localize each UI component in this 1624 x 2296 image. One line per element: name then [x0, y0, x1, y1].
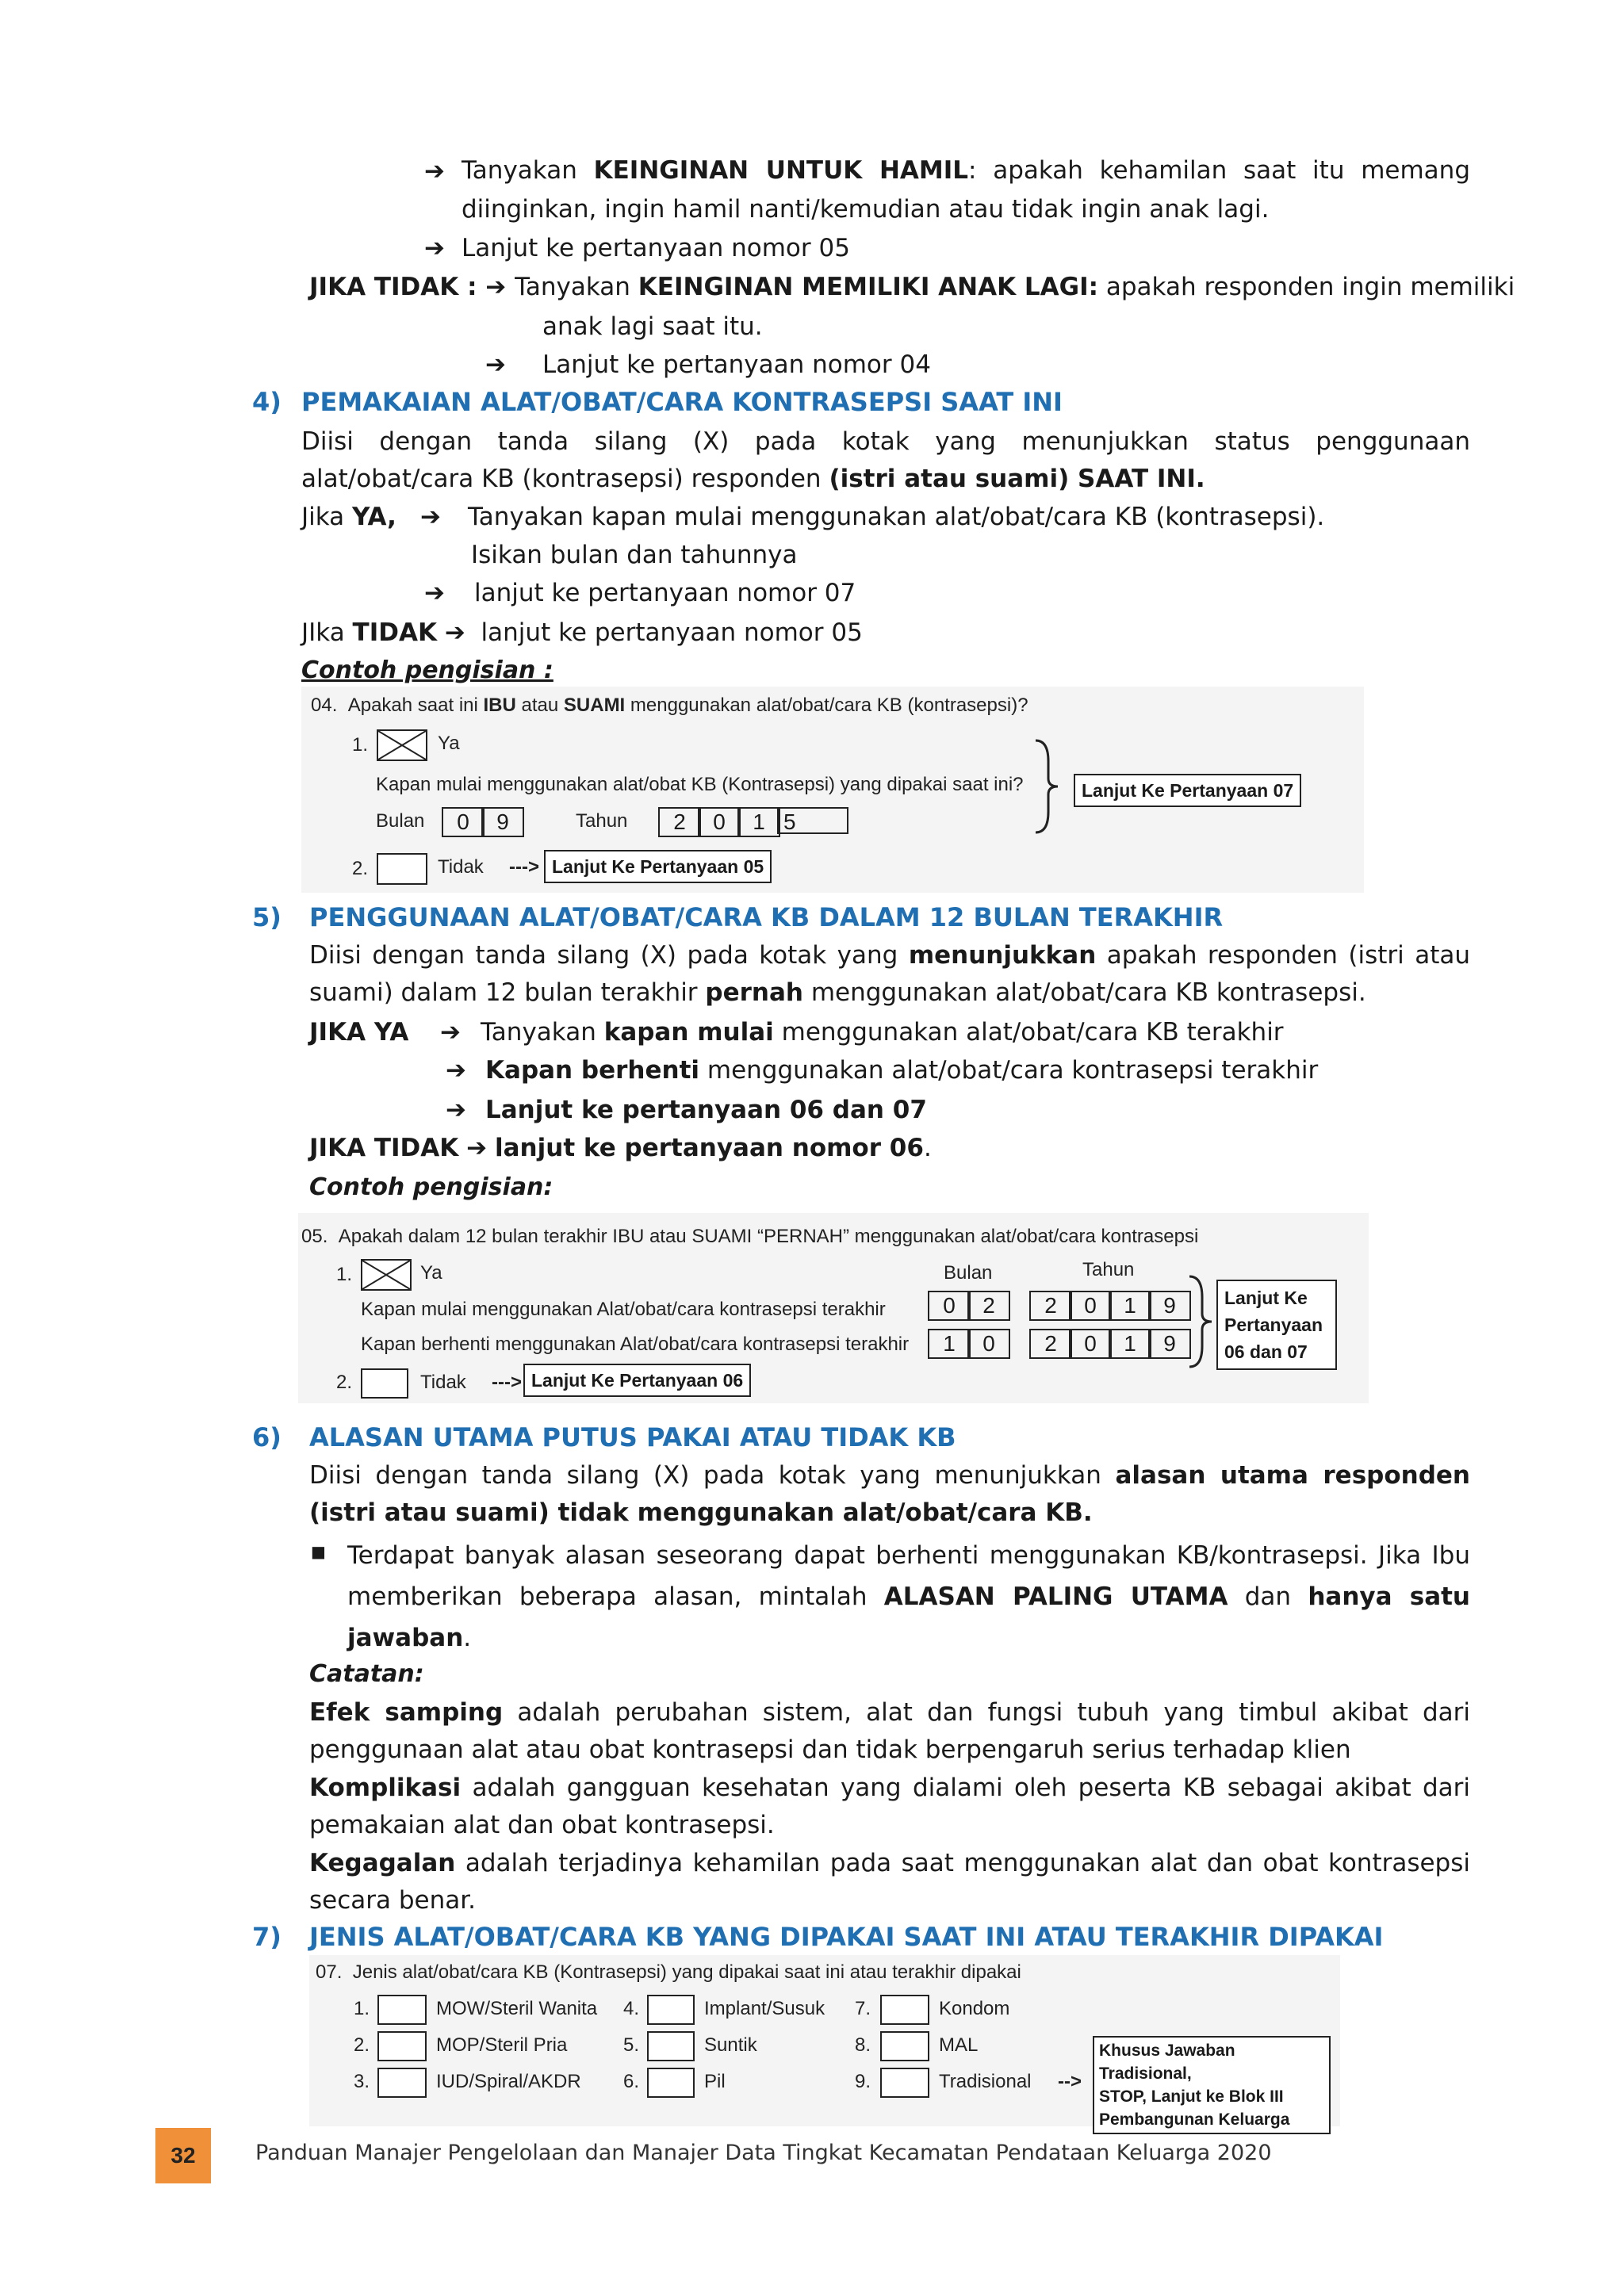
bullet-paragraph: Terdapat banyak alasan seseorang dapat berhenti menggunakan KB/kontrasepsi. Jika Ibu memberikan beberapa alasan, mintalah ALASAN PALING UTAMA dan hanya satu jawaban.	[347, 1541, 1470, 1652]
tahun-digit[interactable]: 1	[737, 807, 780, 837]
dashed-arrow: --->	[492, 1372, 522, 1393]
jika-ya-label: JIKA YA	[309, 1018, 409, 1047]
option-number: 3.	[354, 2071, 370, 2092]
checkbox-kondom[interactable]	[880, 1995, 929, 2025]
bulan-label: Bulan	[376, 810, 425, 832]
arrow-right-icon: ➔	[446, 1056, 466, 1085]
tahun-digit[interactable]: 0	[1069, 1291, 1112, 1321]
section-number: 7)	[252, 1922, 282, 1952]
square-bullet-icon: ■	[311, 1542, 326, 1561]
option-ya-label: Ya	[420, 1262, 442, 1284]
tahun-digit[interactable]: 5	[777, 807, 848, 834]
arrow-right-icon: ➔	[424, 157, 445, 186]
isikan-text: Isikan bulan dan tahunnya	[471, 541, 798, 569]
jika-ya-line: Jika YA,	[301, 503, 396, 531]
berhenti-label: Kapan berhenti menggunakan Alat/obat/cara kontrasepsi terakhir	[361, 1334, 910, 1355]
option-label: MOW/Steril Wanita	[436, 1998, 598, 2019]
dashed-arrow: --->	[509, 856, 539, 878]
arrow-right-icon: ➔	[485, 350, 506, 379]
top-line-5: anak lagi saat itu.	[542, 312, 763, 341]
tahun-digit[interactable]: 2	[1029, 1329, 1072, 1359]
checkbox-tradisional[interactable]	[880, 2068, 929, 2098]
contoh-label: Contoh pengisian :	[301, 656, 553, 684]
section-paragraph: Diisi dengan tanda silang (X) pada kotak yang menunjukkan apakah responden (istri atau suami) dalam 12 bulan terakhir pernah menggunakan alat/obat/cara KB kontrasepsi.	[309, 941, 1470, 1007]
jika-ya-text: Tanyakan kapan mulai menggunakan alat/obat/cara KB (kontrasepsi).	[468, 503, 1325, 531]
footer-text: Panduan Manajer Pengelolaan dan Manajer Data Tingkat Kecamatan Pendataan Keluarga 2020	[255, 2141, 1272, 2165]
bulan-digit[interactable]: 2	[967, 1291, 1010, 1321]
top-line-6: Lanjut ke pertanyaan nomor 04	[542, 350, 931, 379]
dashed-arrow: -->	[1058, 2071, 1082, 2092]
ya-line-1: Tanyakan kapan mulai menggunakan alat/obat/cara KB terakhir	[481, 1018, 1284, 1047]
checkbox-mow[interactable]	[377, 1995, 427, 2025]
option-label: Suntik	[704, 2034, 757, 2056]
option-number: 5.	[623, 2034, 640, 2056]
arrow-right-icon: ➔	[424, 579, 445, 607]
jika-tidak-line: JIka TIDAK ➔ lanjut ke pertanyaan nomor 05	[301, 618, 863, 647]
tahun-digit[interactable]: 2	[1029, 1291, 1072, 1321]
kegagalan-paragraph: Kegagalan adalah terjadinya kehamilan pada saat menggunakan alat dan obat kontrasepsi secara benar.	[309, 1849, 1470, 1915]
tahun-digit[interactable]: 2	[658, 807, 701, 837]
section-title: PENGGUNAAN ALAT/OBAT/CARA KB DALAM 12 BULAN TERAKHIR	[309, 902, 1224, 932]
option-number: 2.	[354, 2034, 370, 2056]
option-number: 9.	[855, 2071, 871, 2092]
tradisional-note	[1093, 2036, 1331, 2134]
arrow-right-icon: ➔	[420, 503, 441, 531]
checkbox-pil[interactable]	[647, 2068, 695, 2098]
catatan-label: Catatan:	[309, 1660, 424, 1688]
option-label: MOP/Steril Pria	[436, 2034, 568, 2056]
form-05-question: 05. Apakah dalam 12 bulan terakhir IBU atau SUAMI “PERNAH” menggunakan alat/obat/cara kontrasepsi	[301, 1226, 1199, 1247]
option-label: IUD/Spiral/AKDR	[436, 2071, 581, 2092]
form-07-question: 07. Jenis alat/obat/cara KB (Kontrasepsi) yang dipakai saat ini atau terakhir dipakai	[316, 1961, 1021, 1983]
note-line: Khusus Jawaban Tradisional,	[1099, 2042, 1235, 2083]
arrow-right-icon: ➔	[424, 234, 445, 262]
option-number: 2.	[352, 858, 369, 879]
contoh-label: Contoh pengisian:	[309, 1173, 553, 1201]
option-tidak-label: Tidak	[438, 856, 484, 878]
komplikasi-paragraph: Komplikasi adalah gangguan kesehatan yang dialami oleh peserta KB sebagai akibat dari pemakaian alat dan obat kontrasepsi.	[309, 1774, 1470, 1839]
section-title: PEMAKAIAN ALAT/OBAT/CARA KONTRASEPSI SAAT INI	[301, 387, 1063, 417]
bulan-digit[interactable]: 0	[442, 807, 485, 837]
x-mark-icon	[378, 731, 426, 760]
jika-tidak-line: JIKA TIDAK ➔ lanjut ke pertanyaan nomor 06.	[309, 1134, 932, 1162]
tahun-label: Tahun	[576, 810, 628, 832]
option-label: Implant/Susuk	[704, 1998, 825, 2019]
page-number-badge: 32	[155, 2128, 211, 2183]
ya-line-2: Kapan berhenti menggunakan alat/obat/cara kontrasepsi terakhir	[485, 1056, 1319, 1085]
bulan-digit[interactable]: 1	[928, 1329, 971, 1359]
checkbox-ya[interactable]	[377, 729, 427, 761]
top-line-3: Lanjut ke pertanyaan nomor 05	[462, 234, 850, 262]
form-04-question: 04. Apakah saat ini IBU atau SUAMI menggunakan alat/obat/cara KB (kontrasepsi)?	[311, 695, 1028, 716]
arrow-right-icon: ➔	[440, 1018, 461, 1047]
option-number: 1.	[354, 1998, 370, 2019]
option-number: 6.	[623, 2071, 640, 2092]
tahun-digit[interactable]: 1	[1109, 1329, 1151, 1359]
section-paragraph: Diisi dengan tanda silang (X) pada kotak yang menunjukkan alasan utama responden (istri atau suami) tidak menggunakan alat/obat/cara KB.	[309, 1461, 1470, 1527]
lanjut-06-label: Lanjut Ke Pertanyaan 06	[523, 1364, 751, 1397]
option-label: Tradisional	[939, 2071, 1032, 2092]
lanjut-text: lanjut ke pertanyaan nomor 07	[474, 579, 856, 607]
tahun-label: Tahun	[1082, 1259, 1135, 1280]
option-number: 1.	[336, 1264, 353, 1285]
option-label: Pil	[704, 2071, 726, 2092]
lanjut-05-label: Lanjut Ke Pertanyaan 05	[544, 850, 772, 883]
tahun-digit[interactable]: 9	[1148, 1291, 1191, 1321]
right-brace-icon	[1185, 1273, 1216, 1370]
label-line: Pertanyaan	[1224, 1314, 1323, 1335]
bulan-digit[interactable]: 0	[967, 1329, 1010, 1359]
checkbox-mal[interactable]	[880, 2031, 929, 2061]
x-mark-icon	[362, 1261, 410, 1289]
tahun-digit[interactable]: 0	[698, 807, 741, 837]
checkbox-implant[interactable]	[647, 1995, 695, 2025]
section-paragraph: Diisi dengan tanda silang (X) pada kotak yang menunjukkan status penggunaan alat/obat/cara KB (kontrasepsi) responden (istri atau suami) SAAT INI.	[301, 427, 1470, 493]
efek-samping-paragraph: Efek samping adalah perubahan sistem, alat dan fungsi tubuh yang timbul akibat dari penggunaan alat atau obat kontrasepsi dan tidak berpengaruh serius terhadap klien	[309, 1698, 1470, 1764]
section-title: JENIS ALAT/OBAT/CARA KB YANG DIPAKAI SAAT INI ATAU TERAKHIR DIPAKAI	[309, 1922, 1384, 1952]
mulai-label: Kapan mulai menggunakan Alat/obat/cara kontrasepsi terakhir	[361, 1299, 886, 1320]
checkbox-tidak[interactable]	[361, 1368, 408, 1399]
top-line-1: Tanyakan KEINGINAN UNTUK HAMIL: apakah kehamilan saat itu memang	[462, 156, 1471, 185]
top-line-2: diinginkan, ingin hamil nanti/kemudian atau tidak ingin anak lagi.	[462, 195, 1270, 224]
bulan-digit[interactable]: 0	[928, 1291, 971, 1321]
option-ya-label: Ya	[438, 733, 460, 754]
lanjut-06-07-label	[1216, 1280, 1337, 1370]
note-line: Pembangunan Keluarga	[1099, 2110, 1290, 2129]
option-tidak-label: Tidak	[420, 1372, 466, 1393]
checkbox-iud[interactable]	[377, 2068, 427, 2098]
label-line: 06 dan 07	[1224, 1341, 1308, 1362]
kapan-mulai-question: Kapan mulai menggunakan alat/obat KB (Kontrasepsi) yang dipakai saat ini?	[376, 774, 1024, 795]
bulan-digit[interactable]: 9	[481, 807, 524, 837]
checkbox-ya[interactable]	[361, 1259, 412, 1291]
option-number: 7.	[855, 1998, 871, 2019]
tahun-digit[interactable]: 9	[1148, 1329, 1191, 1359]
option-number: 1.	[352, 734, 369, 756]
tahun-digit[interactable]: 1	[1109, 1291, 1151, 1321]
section-number: 5)	[252, 902, 282, 932]
arrow-right-icon: ➔	[446, 1096, 466, 1124]
option-number: 4.	[623, 1998, 640, 2019]
tahun-digit[interactable]: 0	[1069, 1329, 1112, 1359]
section-number: 4)	[252, 387, 282, 417]
checkbox-tidak[interactable]	[377, 853, 427, 885]
section-number: 6)	[252, 1422, 282, 1452]
note-line: STOP, Lanjut ke Blok III	[1099, 2087, 1284, 2106]
checkbox-suntik[interactable]	[647, 2031, 695, 2061]
option-label: Kondom	[939, 1998, 1010, 2019]
lanjut-07-label: Lanjut Ke Pertanyaan 07	[1074, 774, 1301, 807]
top-line-4: JIKA TIDAK : ➔ Tanyakan KEINGINAN MEMILIKI ANAK LAGI: apakah responden ingin memiliki	[309, 273, 1515, 301]
section-title: ALASAN UTAMA PUTUS PAKAI ATAU TIDAK KB	[309, 1422, 956, 1452]
arrow-right-icon: ➔	[444, 618, 465, 647]
ya-line-3: Lanjut ke pertanyaan 06 dan 07	[485, 1096, 927, 1124]
bulan-label: Bulan	[944, 1262, 993, 1284]
right-brace-icon	[1031, 737, 1063, 836]
checkbox-mop[interactable]	[377, 2031, 427, 2061]
option-label: MAL	[939, 2034, 979, 2056]
option-number: 8.	[855, 2034, 871, 2056]
arrow-right-icon: ➔	[466, 1134, 488, 1162]
label-line: Lanjut Ke	[1224, 1288, 1308, 1308]
option-number: 2.	[336, 1372, 353, 1393]
arrow-right-icon: ➔	[485, 273, 515, 301]
